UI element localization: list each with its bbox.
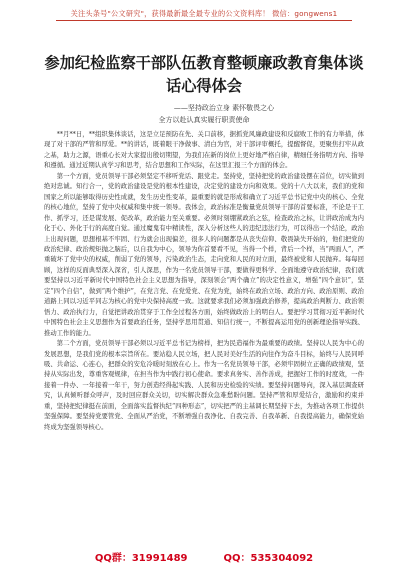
top-banner [0, 0, 408, 26]
banner-divider [56, 20, 352, 21]
body-paragraph: **月**日，**组织集体谈话，这是立足预防在先、关口前移，据抓党风廉政建设和反腐败工作的有力举措，体现了对干部的严管和厚爱。**的讲话，既着眼干净做事、清白为官，对干部评审概托，提醒督促，更聚焦打牢从政之基，助力之源，语重心长对大家提出殷切期望，为我们在新的岗位上更好地严格自律，精细任务指明方向、指导和遵循。通过近期认真学习和思考，结合思想和工作实际，在这里汇报三个方面的体会。 [44, 131, 364, 170]
document-subtitle-1: ——坚持政治立身 素怀敬畏之心 [173, 104, 275, 112]
document-title: 参加纪检监察干部队伍教育整顿廉政教育集体谈话心得体会 [44, 54, 364, 95]
footer-qq: QQ：535304092 [223, 553, 314, 564]
body-paragraph: 第一个方面，党员领导干部必须坚定不移听党话、跟党走。坚持党，坚持把党的政治建设摆在首位，切实做到绝对忠诚。知行合一，党的政治建设是党的根本性建设，决定党的建设方向和效果。党的十八大以来，我们的党和国家之所以能够取得历史性成就，发生历史性变革，最重要的就是形成和确立了习近平总书记党中央的核心、全党的核心地位，坚持了党中央权威和集中统一领导。我体会，政治标准是衡量党员领导干部的首要标准，不论是干工作、抓学习，还是谋发展、促改革，政治能力至关重要。必须时刻绷紧政治之弦，检查政治之标，让讲政治成为内化于心、外化于行的高度自觉。通过魔鬼有中精读性，深入分析这些人的违纪违法行为，可以得出一个结论，政治上出现问题，思想根基不牢固、行为就会出现偏差，很多人的问题都是从丧失信仰、敬畏缺失开始的，他们把党的政治纪律、政治规矩抛之脑后，以自我为中心，领导为你首要看不见，当得一个样，背后一个样，当“两面人”，严重破坏了党中央的权威，削弱了党的领导，污染政治生态，走向党和人民的对立面，最终被党和人民抛弃。每每回顾，这样的反面典型深入深省，引人深思，作为一名党员领导干部，要做得更科学、全面地遵守政治纪律，我们就要坚持以习近平新时代中国特色社会主义思想为指导，深刻领会“两个确立”的决定性意义，增强“四个意识”，坚定“四个自信”，做到“两个维护”，在党言党、在党爱党、在党为党，始终在政治立场、政治方向、政治原则、政治道路上同以习近平同志为核心的党中央保持高度一致。这就要求我们必须加强政治修养，提高政治判断力、政治领悟力、政治执行力，自觉把讲政治贯穿于工作全过程各方面，始终做政治上的明白人。要把学习贯彻习近平新时代中国特色社会主义思想作为首要政治任务，坚持学思用贯通、知信行统一，不断提高运用党的创新理论指导实践、推动工作的能力。 [44, 172, 364, 337]
document-body [44, 130, 364, 545]
footer-qq-group: QQ群：31991489 [94, 553, 188, 564]
body-paragraph: 第二个方面，党员领导干部必须以习近平总书记为榜样，把为民造福作为最重要的政绩。坚持以人民为中心的发展思想，是我们党的根本宗旨所在。要站稳人民立场，把人民对美好生活的向往作为奋斗目标，始终与人民同呼吸、共命运、心连心，把群众的安危冷暖时刻放在心上。作为一名党员领导干部，必须牢固树立正确的政绩观，坚持从实际出发，尊重客观规律，在担当作为中践行初心使命。要求真务实、善作善成，把握好工作的时度效，一件接着一件办、一年接着一年干，努力创造经得起实践、人民和历史检验的实绩。要坚持问题导向，深入基层调查研究，认真倾听群众呼声，及时回应群众关切，切实解决群众急难愁盼问题。坚持严管和厚爱结合，激励和约束并重，坚持把纪律挺在前面，全面落实监督执纪“四种形态”，切实把严的主基调长期坚持下去，为推动各项工作提供坚强保障。要坚持党要管党、全面从严治党，不断增强自我净化、自我完善、自我革新、自我提高能力，确保党始终成为坚强领导核心。 [44, 340, 364, 431]
footer-contact [0, 549, 408, 564]
banner-text: 关注头条号"公文研究"，获得最新最全最专业的公文资料库！ 微信：gongwens1 [70, 9, 338, 18]
document-subtitle-2: 全方以赴认真实履行职责使命 [158, 116, 250, 124]
